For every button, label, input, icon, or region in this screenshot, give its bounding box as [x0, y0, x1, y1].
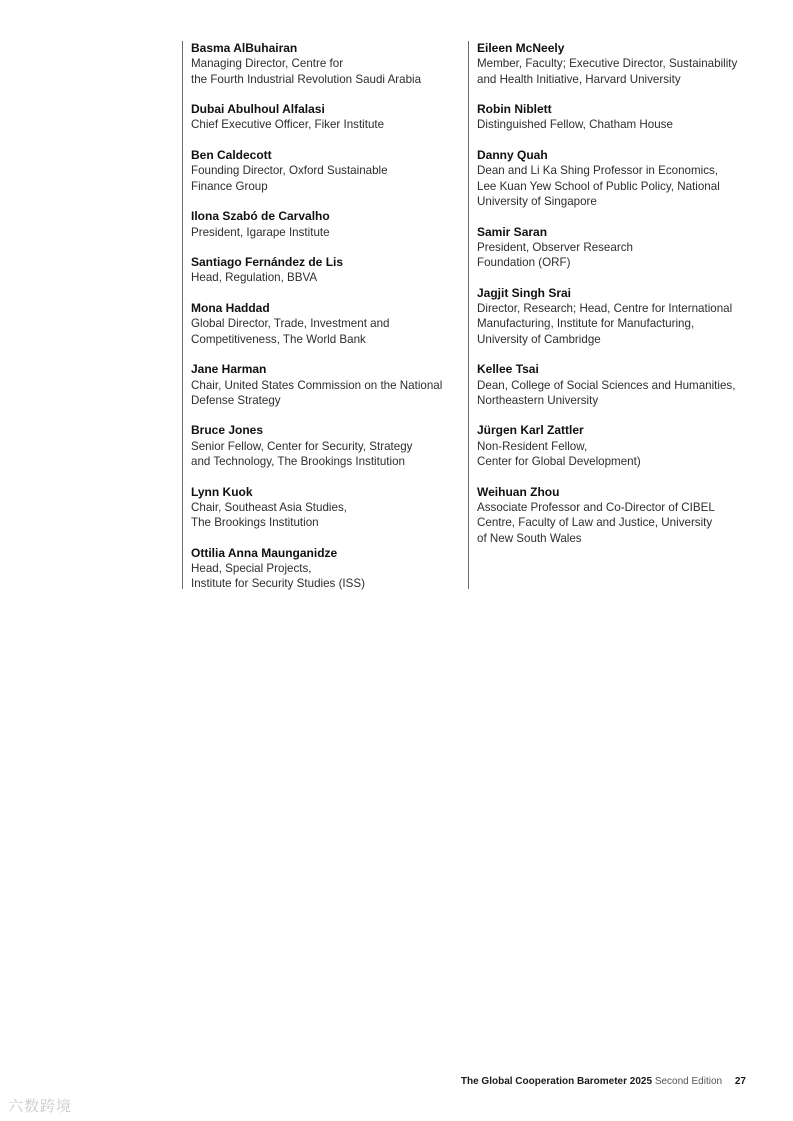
contributor-entry — [191, 546, 462, 592]
contributors-column-left — [182, 41, 462, 589]
contributor-role-line: Defense Strategy — [191, 393, 281, 407]
contributor-role-line: Manufacturing, Institute for Manufacturing, — [477, 317, 695, 331]
contributor-entry — [477, 286, 758, 347]
contributor-role-line: Head, Special Projects, — [191, 562, 312, 576]
contributor-entry — [191, 301, 462, 347]
contributor-name: Danny Quah — [477, 148, 548, 163]
contributor-role-line: Global Director, Trade, Investment and — [191, 317, 390, 331]
contributor-role-line: Distinguished Fellow, Chatham House — [477, 118, 673, 132]
contributor-role-line: and Health Initiative, Harvard University — [477, 72, 681, 86]
contributor-entry — [191, 362, 462, 408]
contributor-name: Jürgen Karl Zattler — [477, 423, 584, 438]
contributor-name: Ilona Szabó de Carvalho — [191, 209, 330, 224]
report-title: The Global Cooperation Barometer 2025 — [460, 1076, 653, 1087]
contributor-role-line: Centre, Faculty of Law and Justice, University — [477, 516, 713, 530]
contributor-role-line: Northeastern University — [477, 393, 599, 407]
contributor-role-line: Director, Research; Head, Centre for International — [477, 302, 733, 316]
contributor-role-line: Institute for Security Studies (ISS) — [191, 577, 365, 591]
contributor-role-line: University of Singapore — [477, 194, 597, 208]
contributor-role-line: University of Cambridge — [477, 332, 601, 346]
contributor-role-line: Senior Fellow, Center for Security, Strategy — [191, 439, 413, 453]
contributor-role-line: Foundation (ORF) — [477, 256, 571, 270]
contributor-entry — [191, 148, 462, 194]
contributor-name: Ottilia Anna Maunganidze — [191, 545, 338, 560]
contributor-entry — [477, 485, 758, 546]
contributor-entry — [477, 148, 758, 209]
watermark-logo — [8, 1095, 72, 1116]
contributor-entry — [477, 225, 758, 271]
contributor-name: Lynn Kuok — [191, 484, 253, 499]
page-footer — [461, 1076, 746, 1087]
contributor-role-line: Managing Director, Centre for — [191, 57, 344, 71]
contributor-name: Samir Saran — [477, 224, 548, 239]
contributor-role-line: and Technology, The Brookings Institution — [191, 455, 405, 469]
contributor-role-line: the Fourth Industrial Revolution Saudi Arabia — [191, 72, 422, 86]
contributor-role-line: Head, Regulation, BBVA — [191, 271, 318, 285]
contributor-entry — [191, 423, 462, 469]
contributor-role-line: Dean and Li Ka Shing Professor in Economics, — [477, 164, 719, 178]
contributor-entry — [477, 41, 758, 87]
contributor-name: Bruce Jones — [191, 423, 264, 438]
contributor-entry — [191, 255, 462, 286]
contributor-entry — [191, 102, 462, 133]
contributor-name: Ben Caldecott — [191, 148, 272, 163]
contributor-role-line: Associate Professor and Co-Director of CIBEL — [477, 500, 715, 514]
contributor-name: Dubai Abulhoul Alfalasi — [191, 102, 325, 117]
contributor-entry — [191, 41, 462, 87]
contributor-role-line: Non-Resident Fellow, — [477, 439, 588, 453]
contributor-role-line: Chief Executive Officer, Fiker Institute — [191, 118, 385, 132]
contributor-role-line: Chair, Southeast Asia Studies, — [191, 500, 347, 514]
page-number: 27 — [734, 1076, 746, 1087]
contributor-name: Weihuan Zhou — [477, 484, 560, 499]
contributor-entry — [191, 209, 462, 240]
contributor-entry — [477, 423, 758, 469]
contributor-entry — [477, 362, 758, 408]
contributor-role-line: Dean, College of Social Sciences and Humanities, — [477, 378, 736, 392]
contributor-role-line: President, Observer Research — [477, 240, 633, 254]
contributor-name: Jagjit Singh Srai — [477, 285, 572, 300]
contributor-name: Santiago Fernández de Lis — [191, 255, 344, 270]
contributor-role-line: Founding Director, Oxford Sustainable — [191, 164, 388, 178]
contributor-name: Kellee Tsai — [477, 362, 539, 377]
contributor-name: Mona Haddad — [191, 301, 270, 316]
contributor-role-line: Center for Global Development) — [477, 455, 641, 469]
contributor-role-line: Member, Faculty; Executive Director, Sustainability — [477, 57, 738, 71]
contributor-role-line: Finance Group — [191, 179, 268, 193]
contributor-name: Eileen McNeely — [477, 41, 565, 55]
contributor-name: Basma AlBuhairan — [191, 41, 298, 55]
contributor-name: Robin Niblett — [477, 102, 552, 117]
contributor-role-line: Competitiveness, The World Bank — [191, 332, 366, 346]
contributor-role-line: The Brookings Institution — [191, 516, 319, 530]
watermark-text: 六数跨境 — [8, 1098, 73, 1115]
contributor-role-line: President, Igarape Institute — [191, 225, 330, 239]
contributor-role-line: Chair, United States Commission on the National — [191, 378, 443, 392]
report-edition: Second Edition — [654, 1076, 723, 1087]
contributor-name: Jane Harman — [191, 362, 267, 377]
contributor-role-line: Lee Kuan Yew School of Public Policy, National — [477, 179, 720, 193]
contributors-column-right — [468, 41, 758, 589]
contributor-entry — [191, 485, 462, 531]
contributor-role-line: of New South Wales — [477, 531, 582, 545]
contributor-entry — [477, 102, 758, 133]
